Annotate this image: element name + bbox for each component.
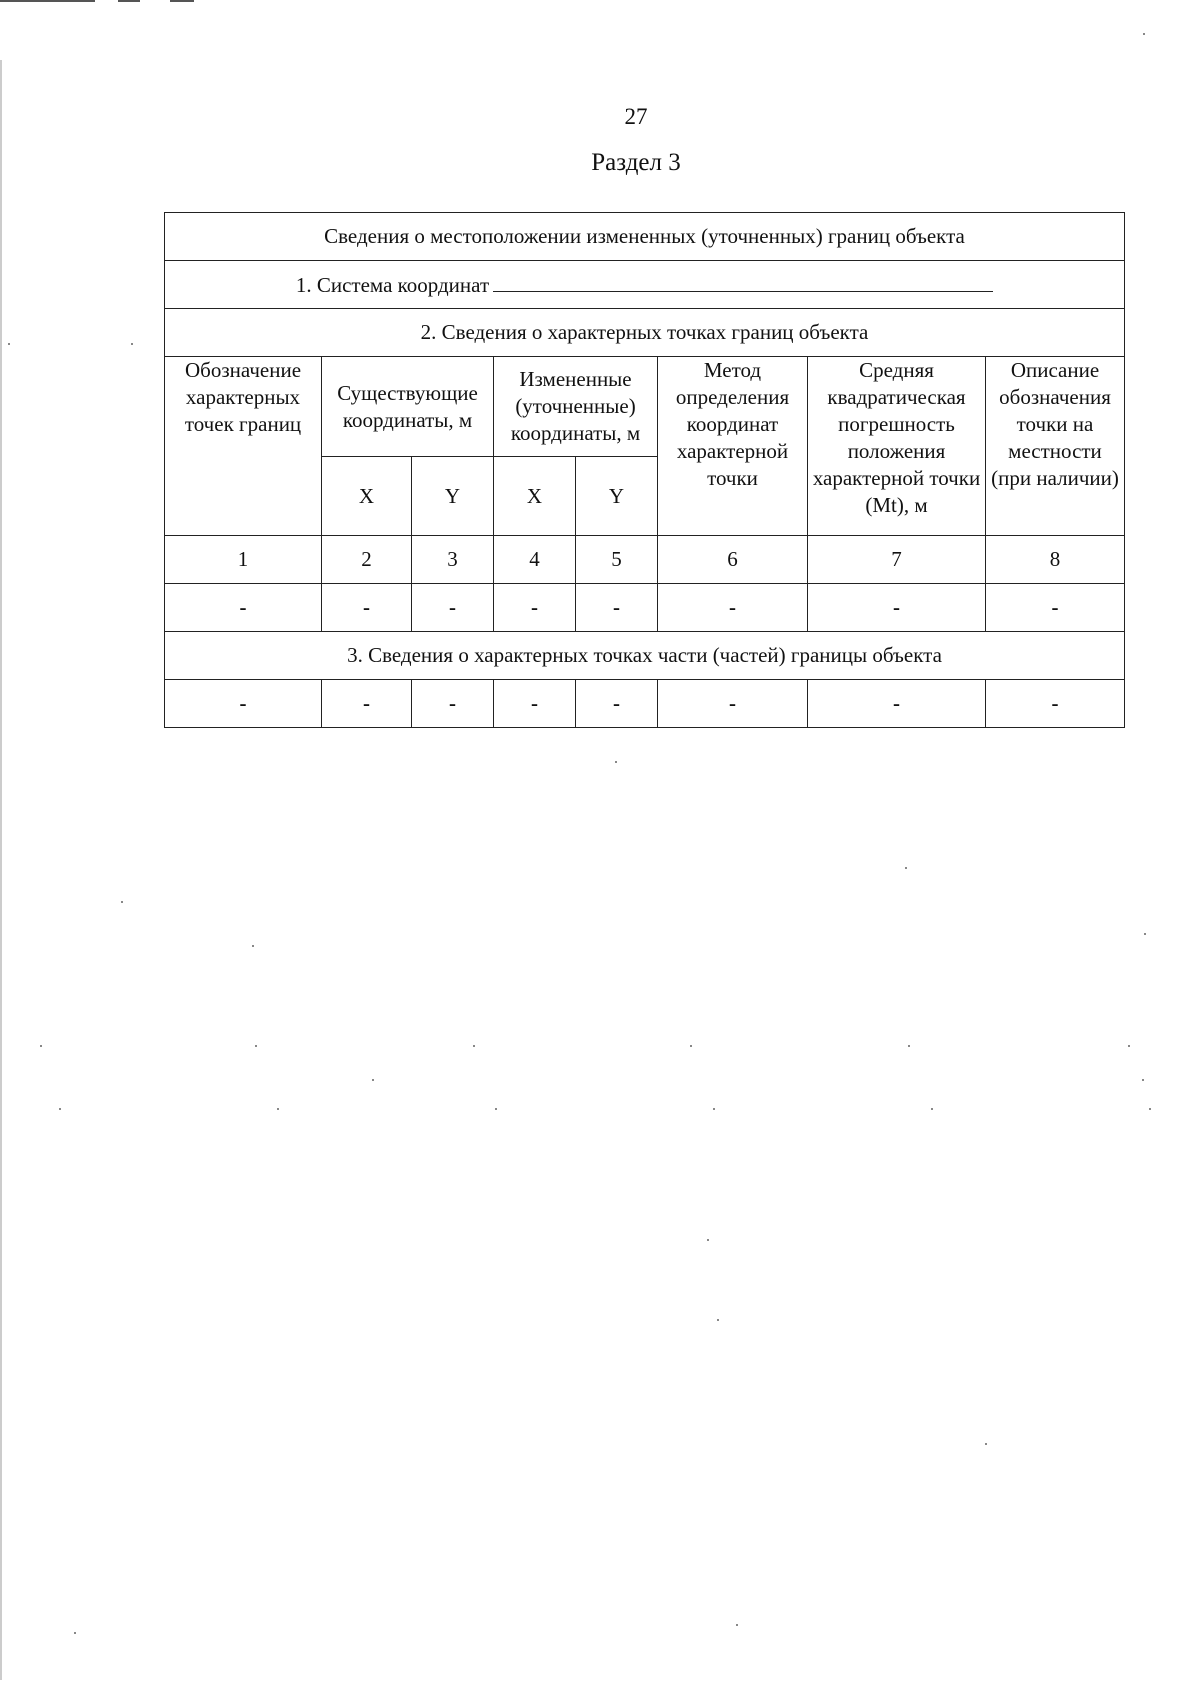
table-cell: -: [322, 680, 412, 728]
page-number: 27: [624, 104, 648, 129]
header-method: Метод определения координат характерной точки: [658, 357, 808, 536]
column-number: 4: [494, 536, 576, 584]
scan-noise-dot: [1128, 1045, 1130, 1047]
header-point-designation: Обозначение характерных точек границ: [165, 357, 322, 536]
scan-noise-dot: [905, 867, 907, 869]
scan-edge-mark: [0, 60, 2, 1680]
scan-edge-mark: [0, 0, 95, 2]
scan-noise-dot: [40, 1045, 42, 1047]
scan-noise-dot: [1149, 1108, 1151, 1110]
table-cell: -: [322, 584, 412, 632]
header-description: Описание обозначения точки на местности (при наличии): [986, 357, 1125, 536]
column-number: 7: [808, 536, 986, 584]
scan-noise-dot: [121, 901, 123, 903]
scan-noise-dot: [131, 343, 133, 345]
table-cell: -: [658, 584, 808, 632]
section-title: Раздел 3: [591, 149, 681, 176]
header-changed-coords: Измененные (уточненные) координаты, м: [494, 357, 658, 457]
table-cell: -: [412, 680, 494, 728]
table-cell: -: [165, 680, 322, 728]
scan-noise-dot: [615, 761, 617, 763]
column-number: 2: [322, 536, 412, 584]
scan-edge-mark: [118, 0, 140, 2]
table-cell: -: [808, 584, 986, 632]
scan-noise-dot: [931, 1108, 933, 1110]
table-title: Сведения о местоположении измененных (уточненных) границ объекта: [165, 213, 1125, 261]
header-existing-coords: Существующие координаты, м: [322, 357, 494, 457]
table-cell: -: [808, 680, 986, 728]
scan-noise-dot: [717, 1319, 719, 1321]
points-section-label: 2. Сведения о характерных точках границ объекта: [165, 309, 1125, 357]
scan-noise-dot: [74, 1632, 76, 1634]
scan-noise-dot: [908, 1045, 910, 1047]
column-number: 8: [986, 536, 1125, 584]
scan-noise-dot: [1143, 33, 1145, 35]
table-cell: -: [576, 584, 658, 632]
table-row: [165, 584, 1125, 632]
scan-noise-dot: [59, 1108, 61, 1110]
scan-noise-dot: [707, 1239, 709, 1241]
header-error: Средняя квадратическая погрешность положения характерной точки (Mt), м: [808, 357, 986, 536]
table-cell: -: [658, 680, 808, 728]
scan-noise-dot: [252, 945, 254, 947]
header-existing-x: X: [322, 457, 412, 536]
scan-noise-dot: [690, 1045, 692, 1047]
table-cell: -: [165, 584, 322, 632]
scan-noise-dot: [713, 1108, 715, 1110]
scan-noise-dot: [277, 1108, 279, 1110]
column-number: 5: [576, 536, 658, 584]
table-cell: -: [986, 680, 1125, 728]
column-number: 3: [412, 536, 494, 584]
scan-noise-dot: [473, 1045, 475, 1047]
scan-noise-dot: [1144, 933, 1146, 935]
scan-noise-dot: [736, 1624, 738, 1626]
scan-noise-dot: [255, 1045, 257, 1047]
coord-system-blank-line: [493, 271, 993, 292]
column-number-row: [165, 536, 1125, 584]
table-cell: -: [494, 680, 576, 728]
table-cell: -: [576, 680, 658, 728]
scan-noise-dot: [985, 1443, 987, 1445]
part-points-section-label: 3. Сведения о характерных точках части (частей) границы объекта: [165, 632, 1125, 680]
table-cell: -: [494, 584, 576, 632]
coord-system-row: [165, 261, 1125, 309]
scan-noise-dot: [495, 1108, 497, 1110]
table-row: [165, 680, 1125, 728]
scan-edge-mark: [170, 0, 194, 2]
header-existing-y: Y: [412, 457, 494, 536]
scan-noise-dot: [372, 1079, 374, 1081]
header-changed-y: Y: [576, 457, 658, 536]
column-number: 6: [658, 536, 808, 584]
header-changed-x: X: [494, 457, 576, 536]
table-cell: -: [986, 584, 1125, 632]
column-number: 1: [165, 536, 322, 584]
scan-noise-dot: [8, 343, 10, 345]
boundary-table: [164, 212, 1125, 728]
table-cell: -: [412, 584, 494, 632]
coord-system-label: 1. Система координат: [295, 272, 490, 297]
scan-noise-dot: [1142, 1079, 1144, 1081]
